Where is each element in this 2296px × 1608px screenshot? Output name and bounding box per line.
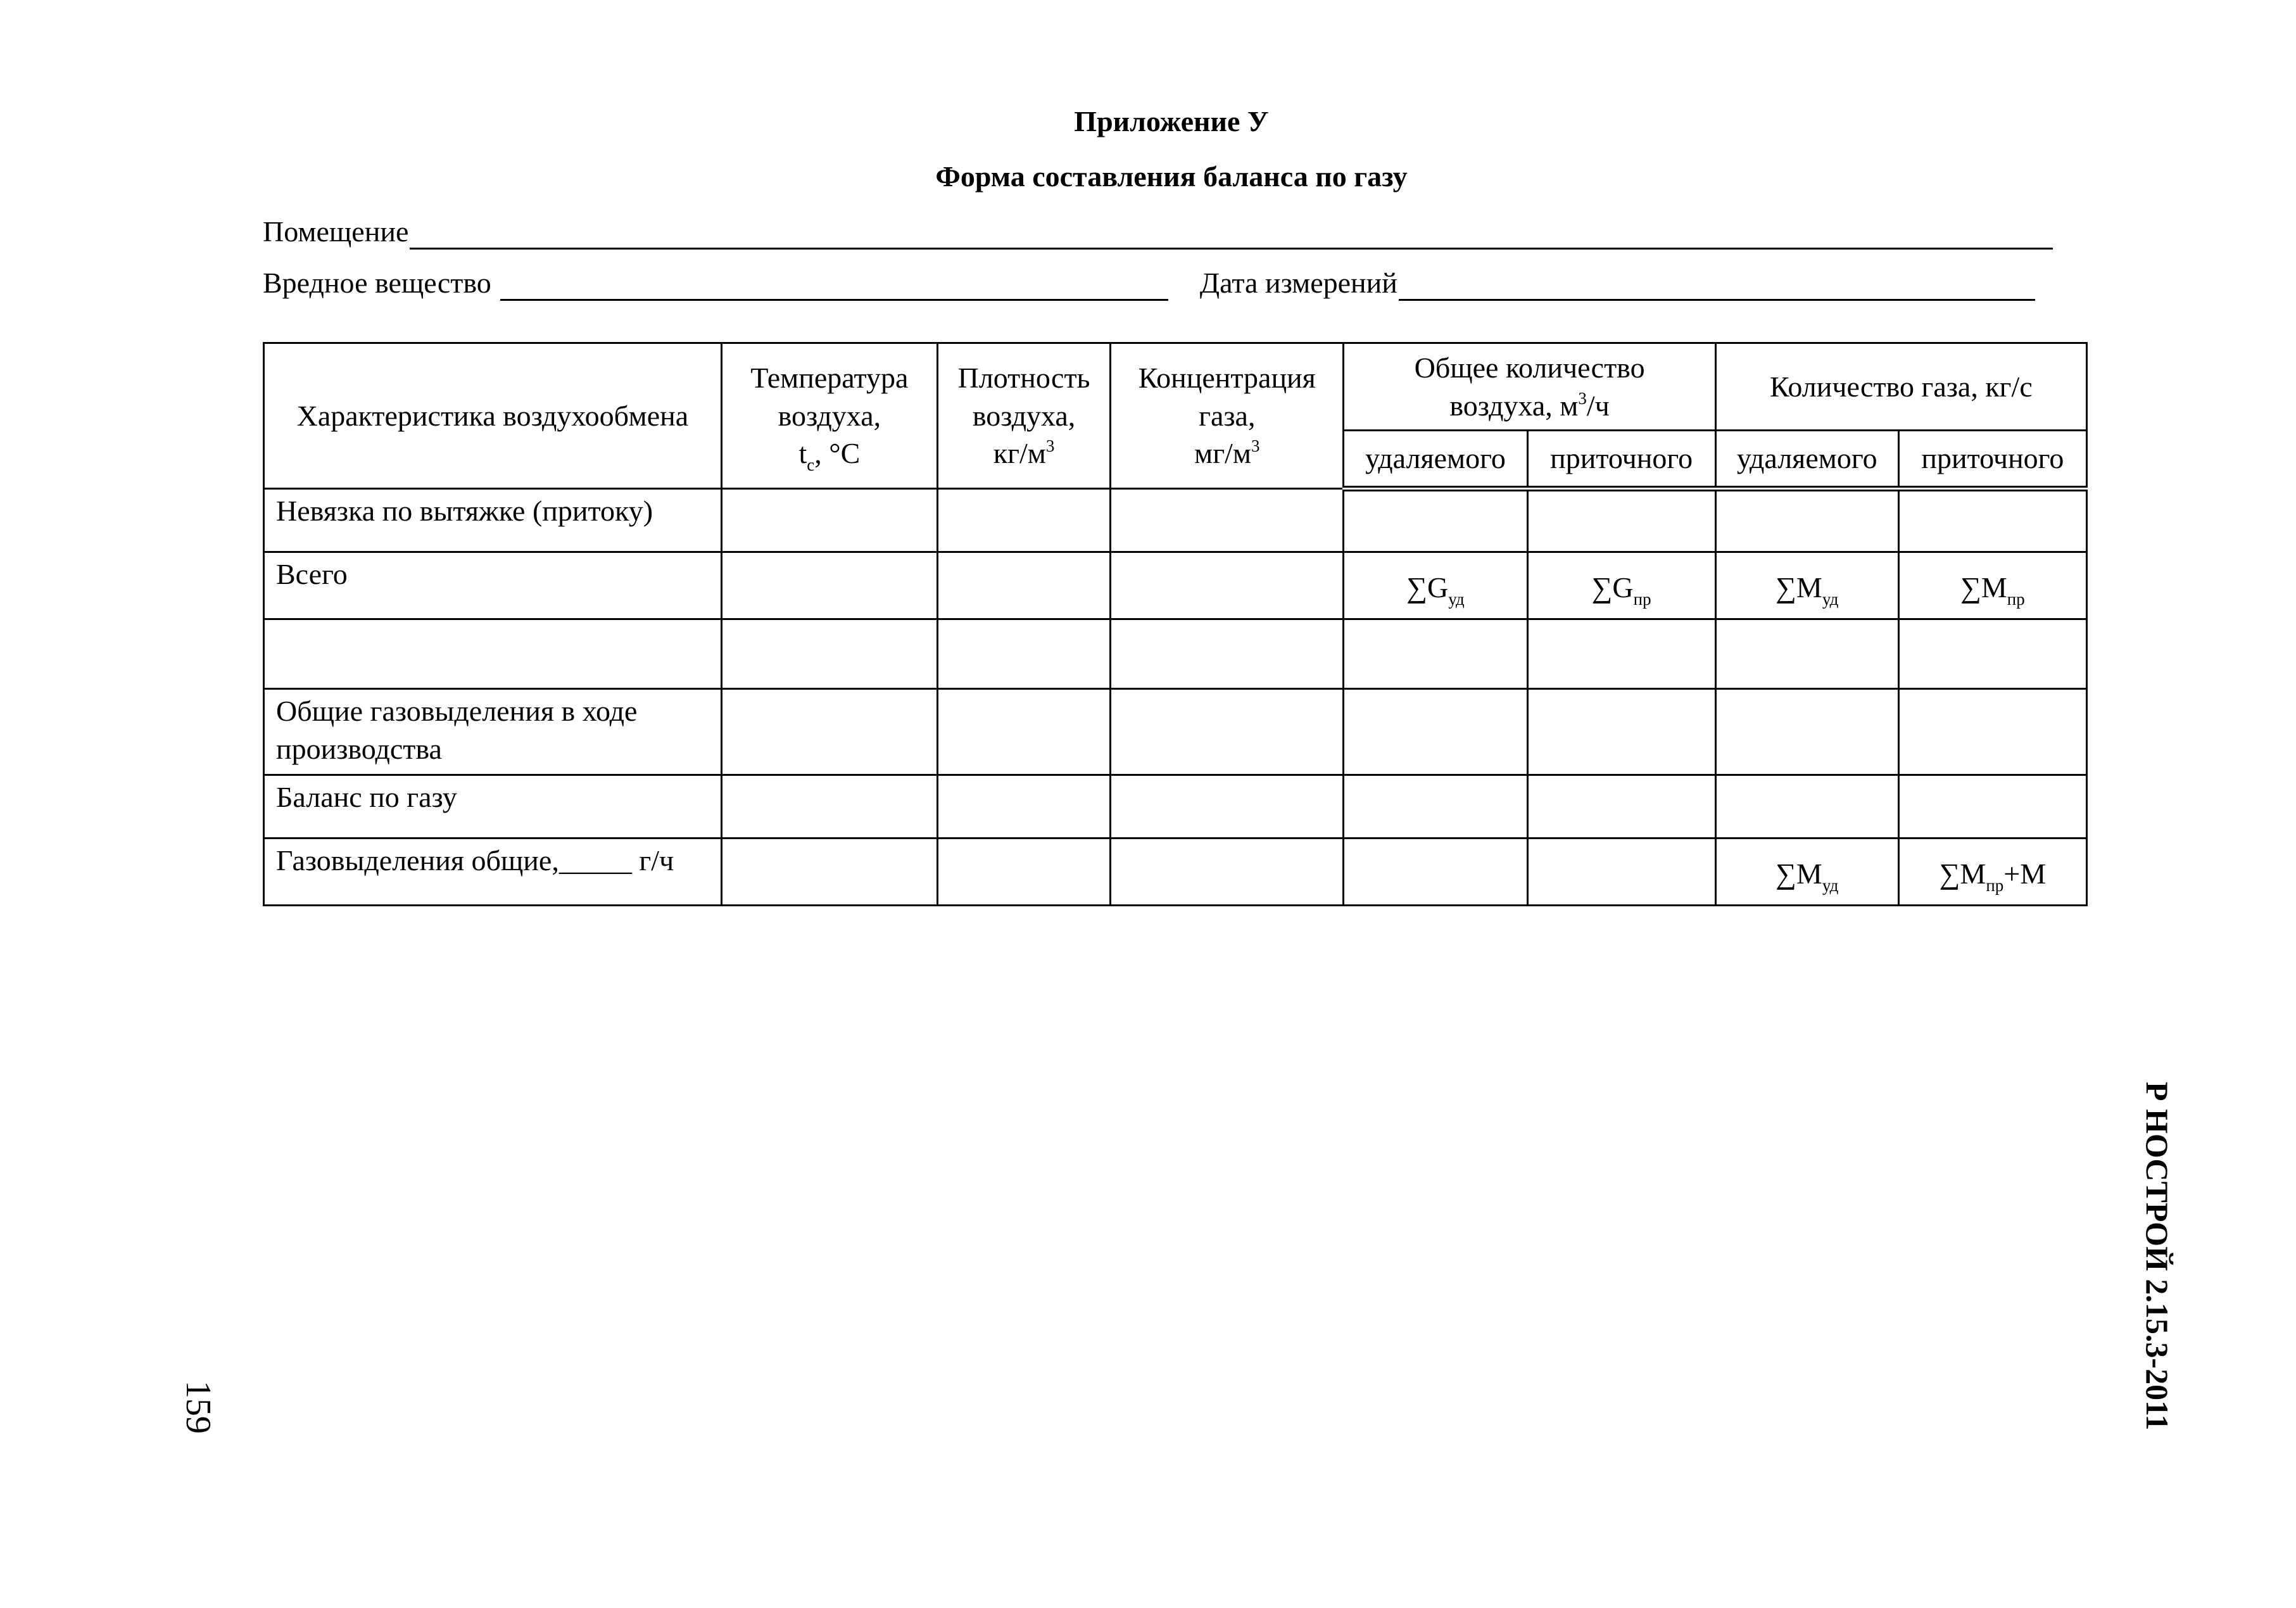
table-cell [1111,552,1344,619]
row-label: Баланс по газу [264,775,722,839]
table-cell [938,689,1111,775]
table-cell [1715,775,1898,839]
table-cell [938,775,1111,839]
header-air-supplied: приточного [1527,431,1715,489]
room-blank-line [410,221,2053,250]
table-cell [1111,489,1344,552]
table-cell [721,619,937,689]
page-number: 159 [179,1381,218,1434]
sum-m-removed: $\sum M_{уд}$ [1715,839,1898,906]
table-cell [1344,839,1527,906]
room-field [263,214,2053,250]
table-cell [1527,839,1715,906]
table-cell [938,552,1111,619]
substance-blank-line [500,272,1168,301]
header-gas-removed: удаляемого [1715,431,1898,489]
table-header-row [264,343,2087,431]
room-label: Помещение [263,215,409,248]
table-cell [1527,689,1715,775]
table-cell [721,489,937,552]
sum-m-removed: $\sum M_{уд}$ [1715,552,1898,619]
table-row [264,619,2087,689]
header-air-total: Общее количество воздуха, $м^3/ч$ [1344,343,1715,431]
table-cell [1111,689,1344,775]
table-cell [1344,619,1527,689]
sum-m-supplied-plus-m: $\sum M_{пр}+M$ [1898,839,2086,906]
header-concentration: Концентрация газа, $мг/м^3$ [1111,343,1344,489]
sum-g-supplied: $\sum G_{пр}$ [1527,552,1715,619]
table-cell [938,619,1111,689]
header-gas-amount: Количество газа, кг/с [1715,343,2086,431]
table-cell [1715,489,1898,552]
header-air-removed: удаляемого [1344,431,1527,489]
substance-date-fields [263,265,2035,301]
sum-m-supplied: $\sum M_{пр}$ [1898,552,2086,619]
sum-g-removed: $\sum G_{уд}$ [1344,552,1527,619]
table-cell [938,839,1111,906]
table-cell [721,839,937,906]
header-density: Плотность воздуха, $кг/м^3$ [938,343,1111,489]
appendix-title: Приложение У [1074,105,1269,137]
table-cell [1344,489,1527,552]
table-cell [1898,689,2086,775]
table-cell [1898,489,2086,552]
table-row [264,489,2087,552]
header-characteristic: Характеристика воздухообмена [264,343,722,489]
row-label: Всего [264,552,722,619]
date-blank-line [1399,272,2035,301]
table-cell [1344,775,1527,839]
row-label: Газовыделения общие,_____ г/ч [264,839,722,906]
row-label: Невязка по вытяжке (притоку) [264,489,722,552]
table-cell [1111,775,1344,839]
table-cell [721,552,937,619]
table-row [264,689,2087,775]
gas-balance-table [263,342,2088,906]
date-label: Дата измерений [1199,267,1397,299]
table-cell [721,689,937,775]
table-cell [1898,775,2086,839]
table-cell [1715,619,1898,689]
table-cell [938,489,1111,552]
header-gas-supplied: приточного [1898,431,2086,489]
row-label: Общие газовыделения в ходе производства [264,689,722,775]
table-cell [721,775,937,839]
document-code: Р НОСТРОЙ 2.15.3-2011 [2140,1082,2175,1431]
form-title: Форма составления баланса по газу [935,160,1408,193]
table-cell [1111,619,1344,689]
row-label [264,619,722,689]
table-cell [1111,839,1344,906]
table-cell [1898,619,2086,689]
table-row [264,839,2087,906]
table-cell [1715,689,1898,775]
table-row [264,552,2087,619]
table-cell [1344,689,1527,775]
table-row [264,775,2087,839]
table-cell [1527,619,1715,689]
table-cell [1527,489,1715,552]
substance-label: Вредное вещество [263,267,491,299]
table-cell [1527,775,1715,839]
header-temperature: Температура воздуха, $t_с$, °С [721,343,937,489]
